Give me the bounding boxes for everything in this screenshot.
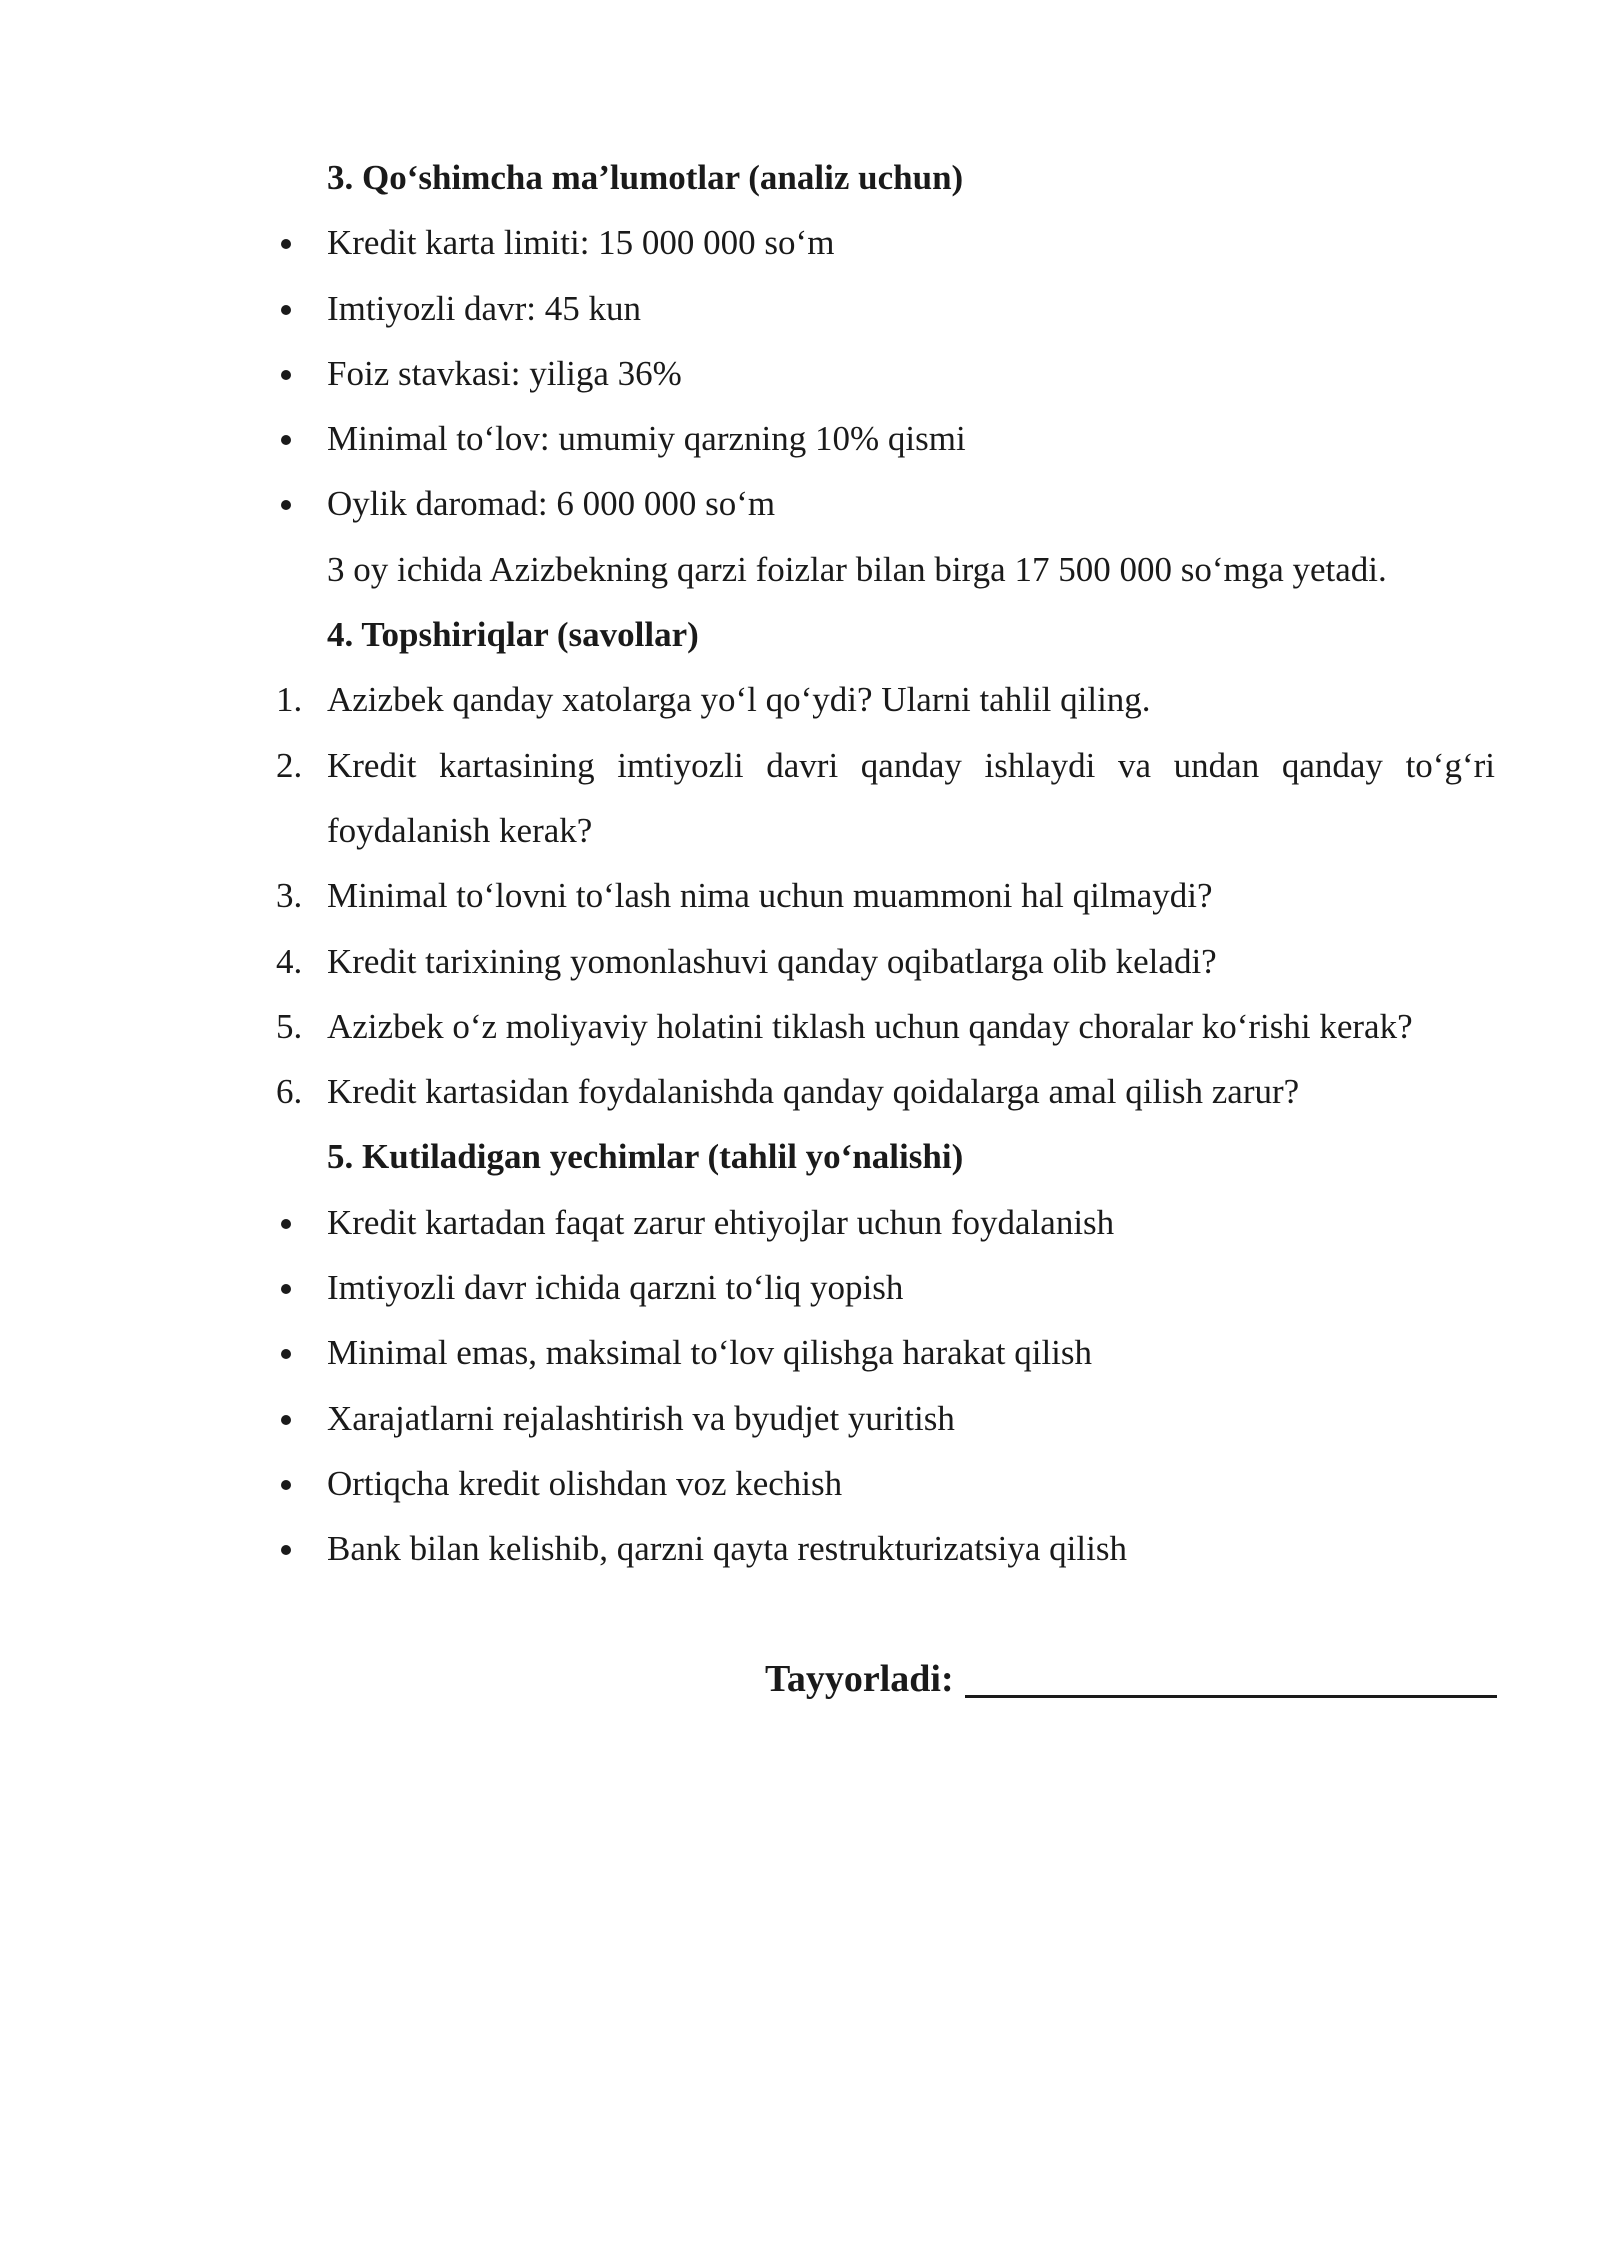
list-item-text: Imtiyozli davr ichida qarzni to‘liq yopish [327,1268,904,1308]
bullet-icon [281,1284,291,1294]
question-item [270,929,1495,994]
section-5-heading-text: 5. Kutiladigan yechimlar (tahlil yo‘nalishi) [327,1137,964,1177]
list-item-text: Minimal to‘lov: umumiy qarzning 10% qismi [327,419,966,459]
question-number: 1. [276,680,303,720]
list-item-text: Imtiyozli davr: 45 kun [327,288,641,328]
bullet-icon [281,1415,291,1425]
note-text: 3 oy ichida Azizbekning qarzi foizlar bilan birga 17 500 000 so‘mga yetadi. [327,549,1387,589]
bullet-icon [281,1349,291,1359]
bullet-icon [281,500,291,510]
question-text: Kredit kartasining imtiyozli davri qanday ishlaydi va undan qanday to‘g‘ri foydalanish kerak? [327,745,1495,850]
section-5-heading [270,1124,1495,1189]
question-item [270,994,1495,1059]
bullet-icon [281,370,291,380]
list-item [270,471,1495,536]
question-number: 6. [276,1072,303,1112]
bullet-icon [281,1219,291,1229]
list-item [270,210,1495,275]
question-item [270,667,1495,732]
list-item [270,1255,1495,1320]
section-3-heading-text: 3. Qo‘shimcha ma’lumotlar (analiz uchun) [327,158,964,197]
bullet-icon [281,1545,291,1555]
list-item [270,341,1495,406]
section-3-heading [270,145,1495,210]
list-item-text: Kredit karta limiti: 15 000 000 so‘m [327,223,835,263]
list-item [270,406,1495,471]
question-text: Kredit kartasidan foydalanishda qanday qoidalarga amal qilish zarur? [327,1072,1300,1112]
list-item [270,1190,1495,1255]
signature-line [270,1647,1495,1712]
question-text: Minimal to‘lovni to‘lash nima uchun muammoni hal qilmaydi? [327,876,1213,916]
list-item-text: Minimal emas, maksimal to‘lov qilishga harakat qilish [327,1333,1093,1373]
list-item [270,1516,1495,1581]
bullet-icon [281,435,291,445]
signature-blank [965,1695,1497,1698]
list-item [270,276,1495,341]
list-item [270,1386,1495,1451]
bullet-icon [281,1480,291,1490]
list-item-text: Xarajatlarni rejalashtirish va byudjet yuritish [327,1398,955,1438]
question-text: Azizbek o‘z moliyaviy holatini tiklash uchun qanday choralar ko‘rishi kerak? [327,1006,1413,1046]
list-item [270,1320,1495,1385]
list-item-text: Foiz stavkasi: yiliga 36% [327,353,682,393]
section-3-note [270,537,1495,602]
question-number: 5. [276,1006,303,1046]
section-4-heading [270,602,1495,667]
section-4-heading-text: 4. Topshiriqlar (savollar) [327,615,699,655]
question-text: Kredit tarixining yomonlashuvi qanday oqibatlarga olib keladi? [327,941,1217,981]
list-item-text: Bank bilan kelishib, qarzni qayta restrukturizatsiya qilish [327,1529,1127,1569]
question-number: 4. [276,941,303,981]
list-item-text: Ortiqcha kredit olishdan voz kechish [327,1463,843,1503]
question-number: 3. [276,876,303,916]
document-content [270,145,1495,1712]
question-item [270,733,1495,864]
question-item [270,863,1495,928]
bullet-icon [281,239,291,249]
list-item-text: Kredit kartadan faqat zarur ehtiyojlar uchun foydalanish [327,1202,1115,1242]
question-item [270,1059,1495,1124]
question-text: Azizbek qanday xatolarga yo‘l qo‘ydi? Ularni tahlil qiling. [327,680,1151,720]
question-number: 2. [276,745,303,785]
signature-label: Tayyorladi: [765,1657,954,1700]
list-item [270,1451,1495,1516]
list-item-text: Oylik daromad: 6 000 000 so‘m [327,484,776,524]
spacer [270,1582,1495,1647]
bullet-icon [281,305,291,315]
